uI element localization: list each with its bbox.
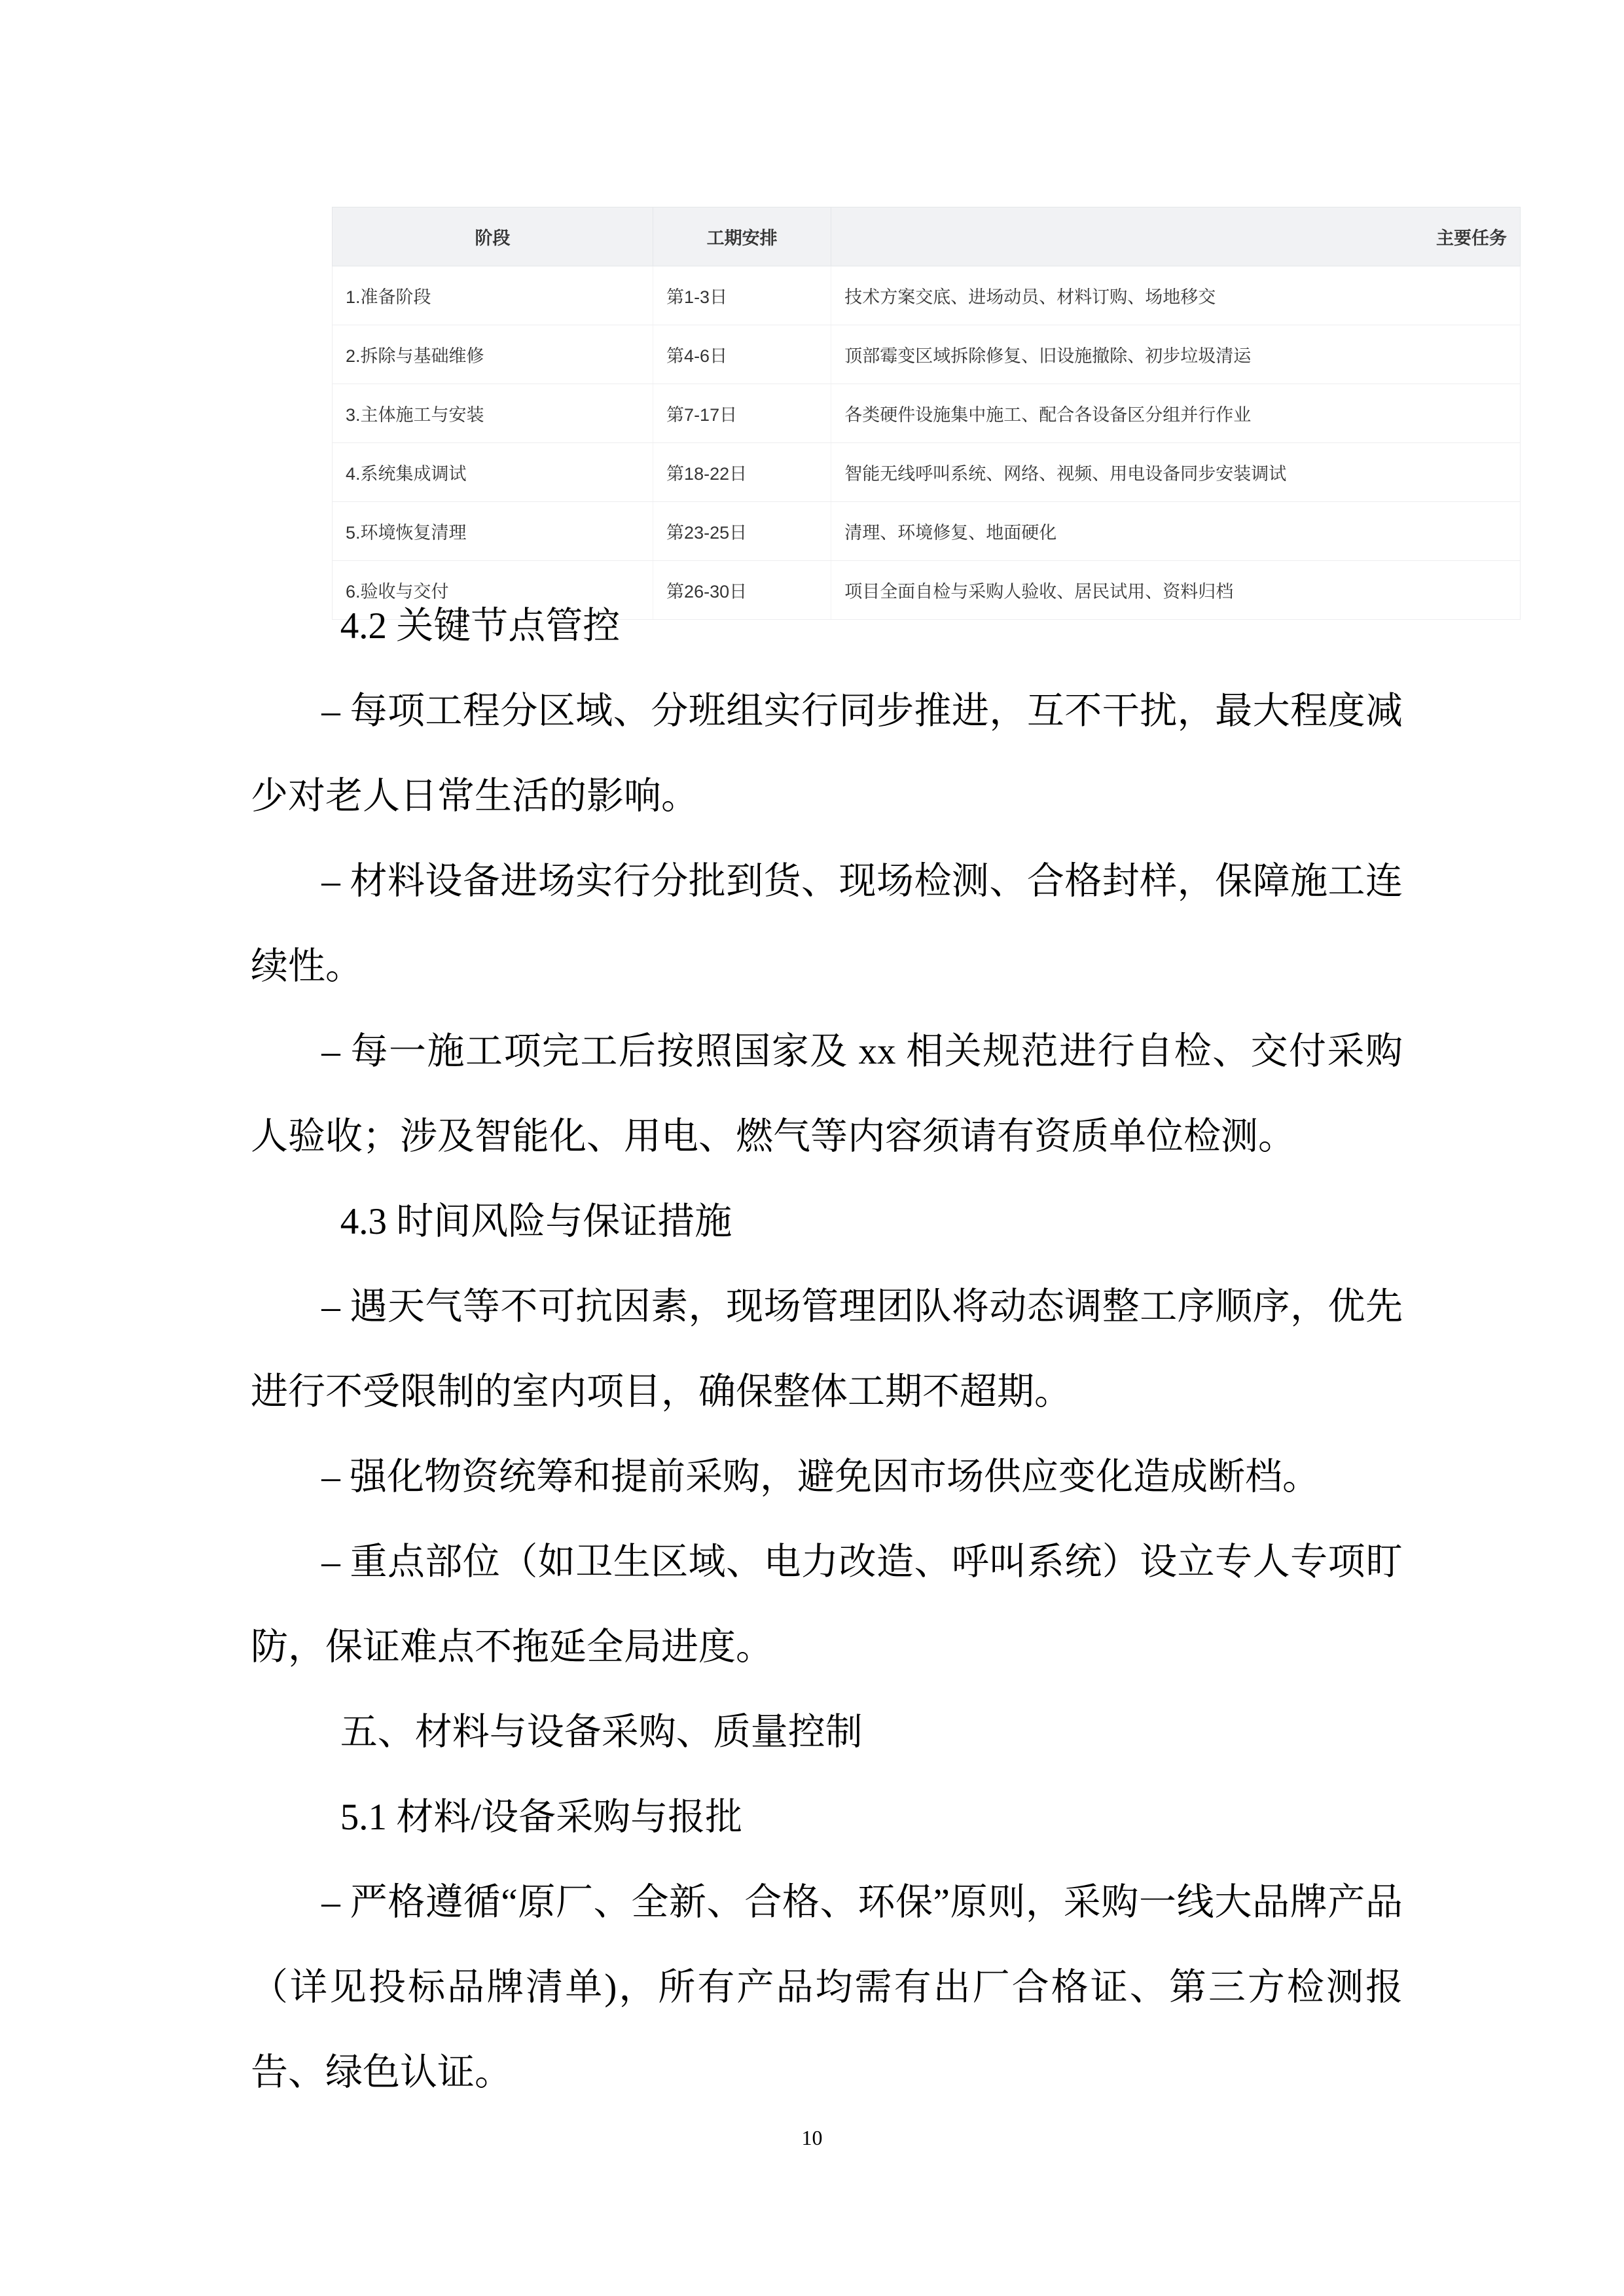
table-row xyxy=(333,443,1521,502)
paragraph: – 每项工程分区域、分班组实行同步推进，互不干扰，最大程度减少对老人日常生活的影响。 xyxy=(251,691,1403,817)
table-cell: 第1-3日 xyxy=(653,266,831,325)
section-heading: 4.3 时间风险与保证措施 xyxy=(340,1201,732,1242)
table-cell: 项目全面自检与采购人验收、居民试用、资料归档 xyxy=(831,561,1521,620)
table-row xyxy=(333,384,1521,443)
table-cell: 5.环境恢复清理 xyxy=(333,502,653,561)
section-heading: 五、材料与设备采购、质量控制 xyxy=(340,1712,863,1753)
table-row xyxy=(333,266,1521,325)
table-header-row xyxy=(333,207,1521,266)
paragraph: – 强化物资统筹和提前采购，避免因市场供应变化造成断档。 xyxy=(321,1456,1320,1498)
table-cell: 第4-6日 xyxy=(653,325,831,384)
table-cell: 2.拆除与基础维修 xyxy=(333,325,653,384)
table-cell: 第26-30日 xyxy=(653,561,831,620)
page-number: 10 xyxy=(801,2126,823,2149)
paragraph: – 重点部位（如卫生区域、电力改造、呼叫系统）设立专人专项盯防，保证难点不拖延全局进度。 xyxy=(251,1541,1403,1668)
table-cell: 清理、环境修复、地面硬化 xyxy=(831,502,1521,561)
table-row xyxy=(333,502,1521,561)
table-cell: 顶部霉变区域拆除修复、旧设施撤除、初步垃圾清运 xyxy=(831,325,1521,384)
table-cell: 3.主体施工与安装 xyxy=(333,384,653,443)
table-cell: 第18-22日 xyxy=(653,443,831,502)
schedule-table xyxy=(332,207,1521,620)
table-body xyxy=(333,266,1521,620)
table-header-cell: 阶段 xyxy=(333,207,653,266)
table-cell: 6.验收与交付 xyxy=(333,561,653,620)
paragraph: – 材料设备进场实行分批到货、现场检测、合格封样，保障施工连续性。 xyxy=(251,861,1403,987)
section-heading: 4.2 关键节点管控 xyxy=(340,605,621,647)
document-body xyxy=(251,584,1403,2115)
paragraph: – 每一施工项完工后按照国家及 xx 相关规范进行自检、交付采购人验收；涉及智能化、用电、燃气等内容须请有资质单位检测。 xyxy=(251,1031,1403,1157)
table-cell: 1.准备阶段 xyxy=(333,266,653,325)
paragraph: – 遇天气等不可抗因素，现场管理团队将动态调整工序顺序，优先进行不受限制的室内项目，确保整体工期不超期。 xyxy=(251,1286,1403,1412)
table-head xyxy=(333,207,1521,266)
table-cell: 智能无线呼叫系统、网络、视频、用电设备同步安装调试 xyxy=(831,443,1521,502)
table-cell: 各类硬件设施集中施工、配合各设备区分组并行作业 xyxy=(831,384,1521,443)
table-cell: 4.系统集成调试 xyxy=(333,443,653,502)
table-cell: 第23-25日 xyxy=(653,502,831,561)
paragraph: – 严格遵循“原厂、全新、合格、环保”原则，采购一线大品牌产品（详见投标品牌清单)，所有产品均需有出厂合格证、第三方检测报告、绿色认证。 xyxy=(251,1882,1403,2093)
table-header-cell: 工期安排 xyxy=(653,207,831,266)
table-cell: 技术方案交底、进场动员、材料订购、场地移交 xyxy=(831,266,1521,325)
table-header-cell: 主要任务 xyxy=(831,207,1521,266)
section-heading: 5.1 材料/设备采购与报批 xyxy=(340,1797,743,1838)
table-row xyxy=(333,325,1521,384)
table-cell: 第7-17日 xyxy=(653,384,831,443)
